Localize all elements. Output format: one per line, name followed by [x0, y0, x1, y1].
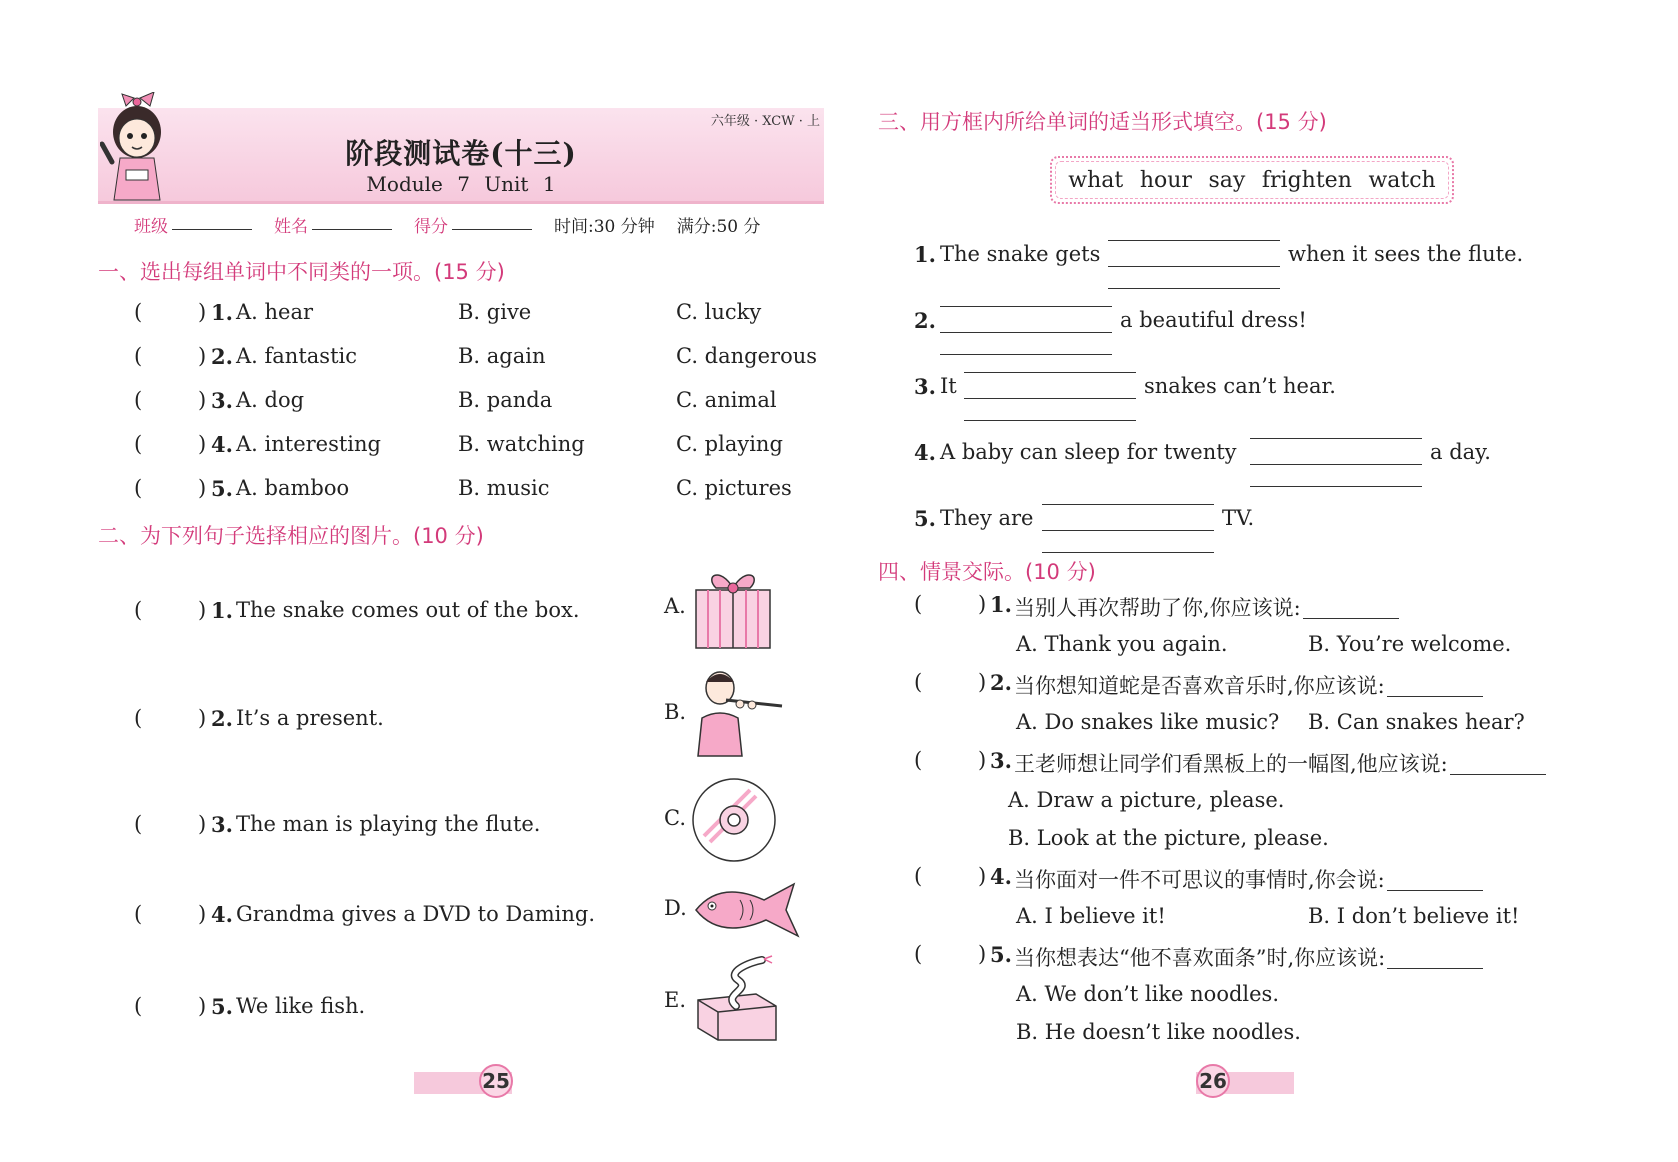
- answer-blank-line[interactable]: [1387, 968, 1483, 969]
- fill-blank-line: [964, 420, 1136, 421]
- sentence-before: It: [940, 374, 957, 398]
- answer-paren[interactable]: (: [914, 592, 923, 616]
- answer-paren-close: ): [198, 300, 207, 324]
- option-c: C. pictures: [676, 476, 792, 500]
- option-a: A. fantastic: [236, 344, 357, 368]
- sentence-text: The snake comes out of the box.: [236, 598, 580, 622]
- student-info-row: [134, 212, 783, 237]
- answer-paren[interactable]: (: [134, 344, 143, 368]
- answer-paren-close: ): [198, 432, 207, 456]
- section3-title: 三、用方框内所给单词的适当形式填空。(15 分): [878, 110, 1327, 134]
- question-number: 5.: [990, 942, 1012, 967]
- full-score: 满分:50 分: [676, 217, 761, 237]
- sentence-before: The snake gets: [940, 242, 1101, 266]
- fill-blank-line: [1108, 288, 1280, 289]
- answer-paren-close: ): [978, 942, 987, 966]
- fill-blank-line: [1042, 504, 1214, 505]
- answer-paren[interactable]: (: [914, 748, 923, 772]
- question-number: 3.: [914, 374, 936, 399]
- choice-b: B. Can snakes hear?: [1308, 710, 1525, 734]
- question-number: 1.: [990, 592, 1012, 617]
- dvd-disc-icon: [690, 776, 778, 864]
- question-number: 4.: [990, 864, 1012, 889]
- answer-paren[interactable]: (: [914, 864, 923, 888]
- question-number: 2.: [211, 344, 233, 369]
- name-field[interactable]: [312, 212, 392, 230]
- sentence-text: The man is playing the flute.: [236, 812, 541, 836]
- gift-box-icon: [690, 562, 776, 652]
- choice-a: A. Draw a picture, please.: [1008, 788, 1285, 812]
- option-a: A. interesting: [236, 432, 381, 456]
- answer-blank-line[interactable]: [1303, 618, 1399, 619]
- sentence-after: snakes can’t hear.: [1144, 374, 1336, 398]
- answer-paren[interactable]: (: [914, 942, 923, 966]
- fill-blank-line[interactable]: [940, 332, 1112, 333]
- sentence-text: Grandma gives a DVD to Daming.: [236, 902, 596, 926]
- fill-blank-line: [1250, 438, 1422, 439]
- word-box-word: what: [1068, 167, 1124, 193]
- question-number: 4.: [211, 432, 233, 457]
- answer-blank-line[interactable]: [1387, 890, 1483, 891]
- answer-blank-line[interactable]: [1450, 774, 1546, 775]
- fill-blank-line[interactable]: [1108, 266, 1280, 267]
- picture-letter-d: D.: [664, 896, 687, 920]
- fill-blank-line: [1108, 240, 1280, 241]
- question-number: 1.: [211, 300, 233, 325]
- section1-title: 一、选出每组单词中不同类的一项。(15 分): [98, 260, 505, 284]
- option-c: C. animal: [676, 388, 777, 412]
- option-b: B. again: [458, 344, 546, 368]
- option-a: A. dog: [236, 388, 305, 412]
- question-number: 2.: [990, 670, 1012, 695]
- question-text: 王老师想让同学们看黑板上的一幅图,他应该说:: [1014, 752, 1448, 776]
- choice-b: B. I don’t believe it!: [1308, 904, 1520, 928]
- answer-paren-close: ): [198, 706, 207, 730]
- answer-paren[interactable]: (: [134, 476, 143, 500]
- fill-blank-line[interactable]: [1250, 464, 1422, 465]
- option-c: C. lucky: [676, 300, 762, 324]
- fill-blank-line: [940, 354, 1112, 355]
- question-number: 2.: [914, 308, 936, 333]
- sentence-after: TV.: [1222, 506, 1255, 530]
- class-label: 班级: [134, 217, 168, 237]
- answer-paren-close: ): [198, 994, 207, 1018]
- question-text: 当你想表达“他不喜欢面条”时,你应该说:: [1014, 946, 1386, 970]
- answer-paren-close: ): [978, 864, 987, 888]
- grade-tag: 六年级 · XCW · 上: [710, 114, 820, 129]
- question-text: 当你面对一件不可思议的事情时,你会说:: [1014, 868, 1385, 892]
- choice-a: A. Thank you again.: [1016, 632, 1228, 656]
- option-c: C. playing: [676, 432, 783, 456]
- question-number: 1.: [914, 242, 936, 267]
- option-a: A. hear: [236, 300, 314, 324]
- answer-paren[interactable]: (: [134, 300, 143, 324]
- word-box-word: hour: [1139, 167, 1192, 193]
- sentence-text: We like fish.: [236, 994, 366, 1018]
- sentence-after: a day.: [1430, 440, 1491, 464]
- choice-b: B. You’re welcome.: [1308, 632, 1512, 656]
- answer-paren[interactable]: (: [134, 902, 143, 926]
- question-number: 4.: [914, 440, 936, 465]
- girl-mascot-icon: [100, 92, 174, 204]
- time-limit: 时间:30 分钟: [554, 217, 655, 237]
- answer-paren[interactable]: (: [134, 388, 143, 412]
- page-subtitle: Module 7 Unit 1: [366, 172, 556, 196]
- score-label: 得分: [414, 217, 448, 237]
- answer-paren-close: ): [198, 388, 207, 412]
- question-number: 5.: [914, 506, 936, 531]
- answer-paren-close: ): [198, 344, 207, 368]
- picture-letter-a: A.: [664, 594, 686, 618]
- answer-paren[interactable]: (: [134, 994, 143, 1018]
- answer-paren-close: ): [978, 670, 987, 694]
- picture-letter-c: C.: [664, 806, 686, 830]
- word-box-word: watch: [1368, 167, 1436, 193]
- answer-paren-close: ): [978, 748, 987, 772]
- answer-paren[interactable]: (: [134, 598, 143, 622]
- question-number: 4.: [211, 902, 233, 927]
- question-number: 3.: [990, 748, 1012, 773]
- answer-paren-close: ): [978, 592, 987, 616]
- question-number: 3.: [211, 388, 233, 413]
- choice-a: A. I believe it!: [1016, 904, 1166, 928]
- picture-letter-b: B.: [664, 700, 687, 724]
- answer-paren[interactable]: (: [914, 670, 923, 694]
- option-b: B. music: [458, 476, 550, 500]
- sentence-after: a beautiful dress!: [1120, 308, 1307, 332]
- option-a: A. bamboo: [236, 476, 350, 500]
- picture-letter-e: E.: [664, 988, 687, 1012]
- answer-paren-close: ): [198, 476, 207, 500]
- word-box-word: frighten: [1261, 167, 1352, 193]
- fill-blank-line[interactable]: [964, 398, 1136, 399]
- option-b: B. watching: [458, 432, 585, 456]
- page-title: 阶段测试卷(十三): [345, 137, 577, 170]
- choice-a: A. We don’t like noodles.: [1016, 982, 1280, 1006]
- page-number-left: 25: [479, 1064, 513, 1098]
- answer-blank-line[interactable]: [1387, 696, 1483, 697]
- choice-b: B. He doesn’t like noodles.: [1016, 1020, 1301, 1044]
- fish-icon: [690, 878, 806, 940]
- section2-title: 二、为下列句子选择相应的图片。(10 分): [98, 524, 484, 548]
- fill-blank-line: [1250, 486, 1422, 487]
- fill-blank-line[interactable]: [1042, 530, 1214, 531]
- choice-a: A. Do snakes like music?: [1016, 710, 1280, 734]
- flute-player-icon: [690, 668, 786, 758]
- question-number: 5.: [211, 476, 233, 501]
- sentence-text: It’s a present.: [236, 706, 384, 730]
- answer-paren[interactable]: (: [134, 432, 143, 456]
- question-number: 5.: [211, 994, 233, 1019]
- sentence-after: when it sees the flute.: [1288, 242, 1524, 266]
- answer-paren-close: ): [198, 902, 207, 926]
- fill-blank-line: [940, 306, 1112, 307]
- snake-in-box-icon: [692, 954, 782, 1044]
- option-c: C. dangerous: [676, 344, 818, 368]
- header-banner: [98, 108, 824, 204]
- score-field[interactable]: [452, 212, 532, 230]
- question-number: 3.: [211, 812, 233, 837]
- section4-title: 四、情景交际。(10 分): [878, 560, 1096, 584]
- fill-blank-line: [1042, 552, 1214, 553]
- answer-paren[interactable]: (: [134, 706, 143, 730]
- choice-b: B. Look at the picture, please.: [1008, 826, 1329, 850]
- name-label: 姓名: [274, 217, 308, 237]
- answer-paren-close: ): [198, 812, 207, 836]
- class-field[interactable]: [172, 212, 252, 230]
- word-box-word: say: [1208, 167, 1246, 193]
- question-text: 当你想知道蛇是否喜欢音乐时,你应该说:: [1014, 674, 1385, 698]
- word-box: [1050, 156, 1454, 204]
- fill-blank-line: [964, 372, 1136, 373]
- answer-paren[interactable]: (: [134, 812, 143, 836]
- question-text: 当别人再次帮助了你,你应该说:: [1014, 596, 1301, 620]
- option-b: B. panda: [458, 388, 553, 412]
- sentence-before: They are: [940, 506, 1034, 530]
- question-number: 1.: [211, 598, 233, 623]
- page-number-right: 26: [1196, 1064, 1230, 1098]
- answer-paren-close: ): [198, 598, 207, 622]
- option-b: B. give: [458, 300, 532, 324]
- sentence-before: A baby can sleep for twenty: [940, 440, 1237, 464]
- question-number: 2.: [211, 706, 233, 731]
